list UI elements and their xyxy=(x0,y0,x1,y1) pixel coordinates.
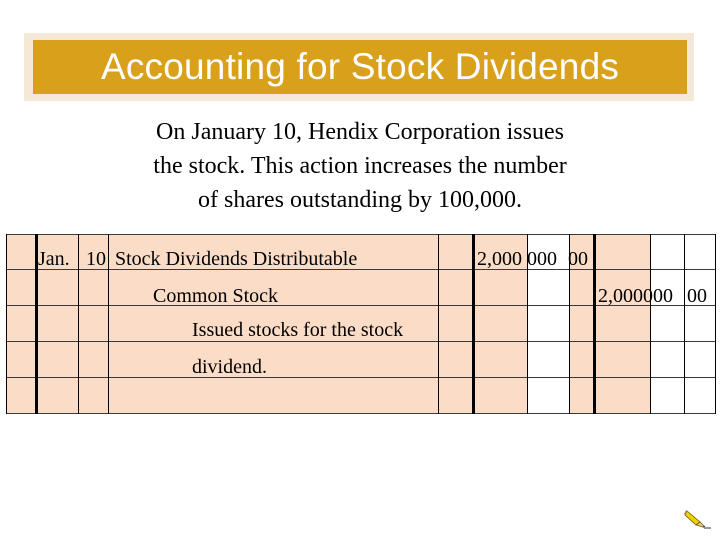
slide-title: Accounting for Stock Dividends xyxy=(100,46,620,87)
account-column-divider xyxy=(108,234,109,414)
credit-cents-divider xyxy=(650,234,651,414)
credit-cents: 00 xyxy=(687,285,707,307)
day-column-divider xyxy=(78,234,79,414)
credit-column-divider xyxy=(593,234,596,414)
journal-rule-bottom xyxy=(6,413,716,414)
debit-cents: 00 xyxy=(568,248,588,270)
explanation-line: Issued stocks for the stock xyxy=(192,319,404,341)
journal-edge-right xyxy=(715,234,716,414)
debit-column-divider xyxy=(472,234,475,414)
pencil-icon[interactable] xyxy=(684,506,712,530)
intro-line: On January 10, Hendix Corporation issues xyxy=(156,119,564,145)
intro-paragraph xyxy=(60,115,660,217)
title-bar xyxy=(33,40,687,94)
intro-line: the stock. This action increases the number xyxy=(153,153,567,179)
explanation-line: dividend. xyxy=(192,356,267,378)
journal-rule-top xyxy=(6,234,716,235)
credit-cents-divider xyxy=(684,234,685,414)
credit-cents-column xyxy=(650,234,716,414)
entry-month: Jan. xyxy=(38,248,70,270)
intro-line: of shares outstanding by 100,000. xyxy=(198,187,522,213)
debit-amount: 2,000 000 xyxy=(477,248,557,270)
credit-amount: 2,000000 xyxy=(598,285,673,307)
entry-day: 10 xyxy=(86,248,106,270)
journal-rule xyxy=(6,377,716,378)
debit-account: Stock Dividends Distributable xyxy=(115,248,358,270)
credit-account: Common Stock xyxy=(153,285,279,307)
journal-edge-left xyxy=(6,234,7,414)
reference-column-divider xyxy=(438,234,439,414)
journal-rule xyxy=(6,269,716,270)
